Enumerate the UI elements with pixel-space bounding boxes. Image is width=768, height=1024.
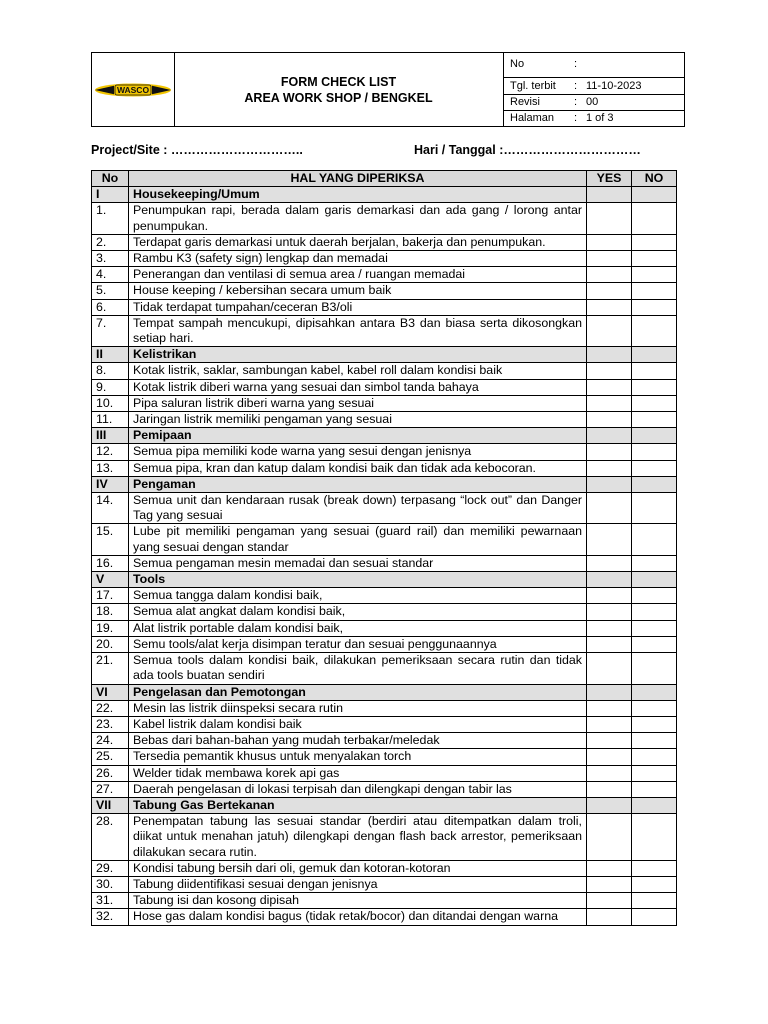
row-number: 27. xyxy=(92,781,129,797)
meta-divider xyxy=(504,110,684,111)
checklist-item-text: Semua alat angkat dalam kondisi baik, xyxy=(129,604,587,620)
no-checkbox-cell[interactable] xyxy=(632,267,677,283)
yes-checkbox-cell xyxy=(587,347,632,363)
no-checkbox-cell[interactable] xyxy=(632,234,677,250)
header-no: No xyxy=(92,171,129,187)
yes-checkbox-cell[interactable] xyxy=(587,781,632,797)
row-number: 10. xyxy=(92,395,129,411)
row-number: 2. xyxy=(92,234,129,250)
no-checkbox-cell[interactable] xyxy=(632,283,677,299)
checklist-item-text: Semua tangga dalam kondisi baik, xyxy=(129,588,587,604)
checklist-item-text: Alat listrik portable dalam kondisi baik, xyxy=(129,620,587,636)
row-number: 1. xyxy=(92,203,129,234)
row-number: 5. xyxy=(92,283,129,299)
section-title: Kelistrikan xyxy=(129,347,587,363)
table-header-row xyxy=(92,171,677,187)
yes-checkbox-cell xyxy=(587,187,632,203)
meta-no-label: No xyxy=(510,58,525,70)
section-row xyxy=(92,572,677,588)
row-number: 11. xyxy=(92,412,129,428)
yes-checkbox-cell xyxy=(587,476,632,492)
table-row xyxy=(92,412,677,428)
table-row xyxy=(92,315,677,346)
section-row xyxy=(92,187,677,203)
meta-halaman-value: 1 of 3 xyxy=(586,112,614,124)
no-checkbox-cell[interactable] xyxy=(632,909,677,925)
table-row xyxy=(92,555,677,571)
yes-checkbox-cell[interactable] xyxy=(587,379,632,395)
checklist-item-text: Semua unit dan kendaraan rusak (break down) terpasang “lock out” dan Danger Tag yang sesuai xyxy=(129,493,587,524)
yes-checkbox-cell[interactable] xyxy=(587,893,632,909)
no-checkbox-cell[interactable] xyxy=(632,700,677,716)
no-checkbox-cell[interactable] xyxy=(632,860,677,876)
checklist-item-text: Tidak terdapat tumpahan/ceceran B3/oli xyxy=(129,299,587,315)
yes-checkbox-cell[interactable] xyxy=(587,749,632,765)
checklist-item-text: Tempat sampah mencukupi, dipisahkan antara B3 dan biasa serta dikosongkan setiap hari. xyxy=(129,315,587,346)
section-title: Housekeeping/Umum xyxy=(129,187,587,203)
yes-checkbox-cell[interactable] xyxy=(587,909,632,925)
checklist-item-text: Penempatan tabung las sesuai standar (berdiri atau ditempatkan dalam troli, diikat untuk menahan jatuh) dilengkapi dengan flash back arrestor, pemeriksaan dilakukan secara rutin. xyxy=(129,814,587,861)
checklist-item-text: Pipa saluran listrik diberi warna yang sesuai xyxy=(129,395,587,411)
table-row xyxy=(92,653,677,684)
no-checkbox-cell[interactable] xyxy=(632,524,677,555)
no-checkbox-cell[interactable] xyxy=(632,412,677,428)
row-number: 14. xyxy=(92,493,129,524)
no-checkbox-cell[interactable] xyxy=(632,395,677,411)
checklist-item-text: Rambu K3 (safety sign) lengkap dan memadai xyxy=(129,251,587,267)
meta-colon: : xyxy=(574,58,578,70)
checklist-item-text: Kotak listrik, saklar, sambungan kabel, kabel roll dalam kondisi baik xyxy=(129,363,587,379)
date-field[interactable]: Hari / Tanggal :…………………………… xyxy=(414,143,641,157)
row-number: III xyxy=(92,428,129,444)
checklist-item-text: Terdapat garis demarkasi untuk daerah berjalan, bakerja dan penumpukan. xyxy=(129,234,587,250)
yes-checkbox-cell[interactable] xyxy=(587,203,632,234)
table-row xyxy=(92,493,677,524)
yes-checkbox-cell[interactable] xyxy=(587,860,632,876)
table-row xyxy=(92,716,677,732)
table-row xyxy=(92,460,677,476)
yes-checkbox-cell[interactable] xyxy=(587,876,632,892)
table-row xyxy=(92,700,677,716)
yes-checkbox-cell[interactable] xyxy=(587,814,632,861)
yes-checkbox-cell[interactable] xyxy=(587,716,632,732)
row-number: 8. xyxy=(92,363,129,379)
row-number: 19. xyxy=(92,620,129,636)
row-number: 32. xyxy=(92,909,129,925)
row-number: 9. xyxy=(92,379,129,395)
checklist-item-text: Semua pengaman mesin memadai dan sesuai standar xyxy=(129,555,587,571)
meta-colon: : xyxy=(574,112,578,124)
checklist-item-text: Lube pit memiliki pengaman yang sesuai (guard rail) dan memiliki pewarnaan yang sesuai dengan standar xyxy=(129,524,587,555)
row-number: 18. xyxy=(92,604,129,620)
row-number: 31. xyxy=(92,893,129,909)
yes-checkbox-cell xyxy=(587,684,632,700)
table-row xyxy=(92,765,677,781)
table-row xyxy=(92,267,677,283)
yes-checkbox-cell[interactable] xyxy=(587,493,632,524)
table-row xyxy=(92,203,677,234)
no-checkbox-cell[interactable] xyxy=(632,493,677,524)
document-meta xyxy=(504,53,684,126)
yes-checkbox-cell[interactable] xyxy=(587,363,632,379)
no-checkbox-cell xyxy=(632,187,677,203)
no-checkbox-cell[interactable] xyxy=(632,733,677,749)
no-checkbox-cell[interactable] xyxy=(632,653,677,684)
meta-halaman-label: Halaman xyxy=(510,112,555,124)
section-row xyxy=(92,684,677,700)
section-title: Pengelasan dan Pemotongan xyxy=(129,684,587,700)
row-number: IV xyxy=(92,476,129,492)
header-no-answer: NO xyxy=(632,171,677,187)
row-number: VII xyxy=(92,797,129,813)
row-number: 29. xyxy=(92,860,129,876)
no-checkbox-cell xyxy=(632,797,677,813)
checklist-item-text: Welder tidak membawa korek api gas xyxy=(129,765,587,781)
meta-revisi-value: 00 xyxy=(586,96,599,108)
yes-checkbox-cell[interactable] xyxy=(587,604,632,620)
table-row xyxy=(92,283,677,299)
no-checkbox-cell[interactable] xyxy=(632,620,677,636)
row-number: II xyxy=(92,347,129,363)
row-number: 21. xyxy=(92,653,129,684)
no-checkbox-cell[interactable] xyxy=(632,379,677,395)
yes-checkbox-cell[interactable] xyxy=(587,733,632,749)
table-row xyxy=(92,893,677,909)
no-checkbox-cell[interactable] xyxy=(632,315,677,346)
no-checkbox-cell xyxy=(632,347,677,363)
yes-checkbox-cell xyxy=(587,797,632,813)
row-number: V xyxy=(92,572,129,588)
row-number: 24. xyxy=(92,733,129,749)
row-number: 15. xyxy=(92,524,129,555)
checklist-item-text: Penerangan dan ventilasi di semua area / ruangan memadai xyxy=(129,267,587,283)
no-checkbox-cell[interactable] xyxy=(632,460,677,476)
row-number: 22. xyxy=(92,700,129,716)
row-number: 25. xyxy=(92,749,129,765)
table-row xyxy=(92,909,677,925)
no-checkbox-cell[interactable] xyxy=(632,749,677,765)
checklist-item-text: Hose gas dalam kondisi bagus (tidak retak/bocor) dan ditandai dengan warna xyxy=(129,909,587,925)
table-row xyxy=(92,636,677,652)
row-number: 6. xyxy=(92,299,129,315)
no-checkbox-cell[interactable] xyxy=(632,604,677,620)
row-number: 4. xyxy=(92,267,129,283)
meta-colon: : xyxy=(574,96,578,108)
yes-checkbox-cell[interactable] xyxy=(587,234,632,250)
project-site-field[interactable]: Project/Site : ………………………….. xyxy=(91,143,303,157)
header-item: HAL YANG DIPERIKSA xyxy=(129,171,587,187)
table-row xyxy=(92,749,677,765)
table-row xyxy=(92,363,677,379)
section-row xyxy=(92,476,677,492)
table-row xyxy=(92,395,677,411)
row-number: VI xyxy=(92,684,129,700)
form-header xyxy=(91,52,685,127)
row-number: 23. xyxy=(92,716,129,732)
table-row xyxy=(92,604,677,620)
wasco-logo-icon xyxy=(94,80,172,100)
row-number: 26. xyxy=(92,765,129,781)
table-row xyxy=(92,234,677,250)
yes-checkbox-cell xyxy=(587,572,632,588)
yes-checkbox-cell[interactable] xyxy=(587,524,632,555)
section-title: Pengaman xyxy=(129,476,587,492)
no-checkbox-cell xyxy=(632,572,677,588)
table-row xyxy=(92,814,677,861)
meta-divider xyxy=(504,94,684,95)
yes-checkbox-cell[interactable] xyxy=(587,765,632,781)
yes-checkbox-cell[interactable] xyxy=(587,620,632,636)
form-title-cell xyxy=(174,53,504,126)
table-row xyxy=(92,781,677,797)
yes-checkbox-cell[interactable] xyxy=(587,653,632,684)
no-checkbox-cell[interactable] xyxy=(632,555,677,571)
row-number: 7. xyxy=(92,315,129,346)
checklist-item-text: Tabung diidentifikasi sesuai dengan jenisnya xyxy=(129,876,587,892)
no-checkbox-cell[interactable] xyxy=(632,363,677,379)
meta-tgl-label: Tgl. terbit xyxy=(510,80,556,92)
yes-checkbox-cell[interactable] xyxy=(587,636,632,652)
yes-checkbox-cell[interactable] xyxy=(587,299,632,315)
logo-text: WASCO xyxy=(116,84,150,95)
table-row xyxy=(92,860,677,876)
form-title: FORM CHECK LIST xyxy=(280,74,397,89)
row-number: I xyxy=(92,187,129,203)
table-row xyxy=(92,876,677,892)
checklist-item-text: Semua tools dalam kondisi baik, dilakukan pemeriksaan secara rutin dan tidak ada tools buatan sendiri xyxy=(129,653,587,684)
table-row xyxy=(92,444,677,460)
checklist-item-text: Bebas dari bahan-bahan yang mudah terbakar/meledak xyxy=(129,733,587,749)
no-checkbox-cell[interactable] xyxy=(632,203,677,234)
section-row xyxy=(92,797,677,813)
table-row xyxy=(92,588,677,604)
header-yes: YES xyxy=(587,171,632,187)
yes-checkbox-cell[interactable] xyxy=(587,395,632,411)
table-row xyxy=(92,620,677,636)
no-checkbox-cell xyxy=(632,428,677,444)
no-checkbox-cell[interactable] xyxy=(632,716,677,732)
no-checkbox-cell[interactable] xyxy=(632,765,677,781)
checklist-item-text: Semua pipa, kran dan katup dalam kondisi baik dan tidak ada kebocoran. xyxy=(129,460,587,476)
yes-checkbox-cell[interactable] xyxy=(587,588,632,604)
no-checkbox-cell[interactable] xyxy=(632,781,677,797)
table-row xyxy=(92,379,677,395)
no-checkbox-cell xyxy=(632,684,677,700)
yes-checkbox-cell[interactable] xyxy=(587,251,632,267)
checklist-item-text: Tersedia pemantik khusus untuk menyalakan torch xyxy=(129,749,587,765)
yes-checkbox-cell[interactable] xyxy=(587,412,632,428)
yes-checkbox-cell[interactable] xyxy=(587,444,632,460)
yes-checkbox-cell[interactable] xyxy=(587,283,632,299)
table-row xyxy=(92,733,677,749)
meta-revisi-label: Revisi xyxy=(510,96,540,108)
meta-tgl-value: 11-10-2023 xyxy=(586,80,642,92)
checklist-item-text: Penumpukan rapi, berada dalam garis demarkasi dan ada gang / lorong antar penumpukan. xyxy=(129,203,587,234)
checklist-table xyxy=(91,170,677,926)
no-checkbox-cell[interactable] xyxy=(632,636,677,652)
table-row xyxy=(92,524,677,555)
company-logo-cell xyxy=(92,53,175,126)
yes-checkbox-cell[interactable] xyxy=(587,267,632,283)
section-title: Pemipaan xyxy=(129,428,587,444)
row-number: 17. xyxy=(92,588,129,604)
section-row xyxy=(92,347,677,363)
yes-checkbox-cell[interactable] xyxy=(587,315,632,346)
meta-colon: : xyxy=(574,80,578,92)
no-checkbox-cell[interactable] xyxy=(632,444,677,460)
yes-checkbox-cell[interactable] xyxy=(587,460,632,476)
yes-checkbox-cell xyxy=(587,428,632,444)
no-checkbox-cell[interactable] xyxy=(632,876,677,892)
table-row xyxy=(92,299,677,315)
no-checkbox-cell xyxy=(632,476,677,492)
no-checkbox-cell[interactable] xyxy=(632,299,677,315)
no-checkbox-cell[interactable] xyxy=(632,893,677,909)
no-checkbox-cell[interactable] xyxy=(632,251,677,267)
checklist-item-text: Semua pipa memiliki kode warna yang sesui dengan jenisnya xyxy=(129,444,587,460)
row-number: 28. xyxy=(92,814,129,861)
row-number: 20. xyxy=(92,636,129,652)
row-number: 13. xyxy=(92,460,129,476)
section-title: Tools xyxy=(129,572,587,588)
no-checkbox-cell[interactable] xyxy=(632,588,677,604)
checklist-item-text: Tabung isi dan kosong dipisah xyxy=(129,893,587,909)
section-title: Tabung Gas Bertekanan xyxy=(129,797,587,813)
row-number: 12. xyxy=(92,444,129,460)
checklist-item-text: House keeping / kebersihan secara umum baik xyxy=(129,283,587,299)
checklist-item-text: Kabel listrik dalam kondisi baik xyxy=(129,716,587,732)
checklist-item-text: Kotak listrik diberi warna yang sesuai dan simbol tanda bahaya xyxy=(129,379,587,395)
form-subtitle: AREA WORK SHOP / BENGKEL xyxy=(244,90,433,105)
row-number: 30. xyxy=(92,876,129,892)
checklist-item-text: Jaringan listrik memiliki pengaman yang sesuai xyxy=(129,412,587,428)
row-number: 16. xyxy=(92,555,129,571)
no-checkbox-cell[interactable] xyxy=(632,814,677,861)
checklist-item-text: Mesin las listrik diinspeksi secara rutin xyxy=(129,700,587,716)
yes-checkbox-cell[interactable] xyxy=(587,700,632,716)
yes-checkbox-cell[interactable] xyxy=(587,555,632,571)
checklist-body xyxy=(92,187,677,925)
checklist-item-text: Kondisi tabung bersih dari oli, gemuk dan kotoran-kotoran xyxy=(129,860,587,876)
section-row xyxy=(92,428,677,444)
checklist-item-text: Semu tools/alat kerja disimpan teratur dan sesuai penggunaannya xyxy=(129,636,587,652)
meta-divider xyxy=(504,77,684,78)
checklist-item-text: Daerah pengelasan di lokasi terpisah dan dilengkapi dengan tabir las xyxy=(129,781,587,797)
table-row xyxy=(92,251,677,267)
row-number: 3. xyxy=(92,251,129,267)
